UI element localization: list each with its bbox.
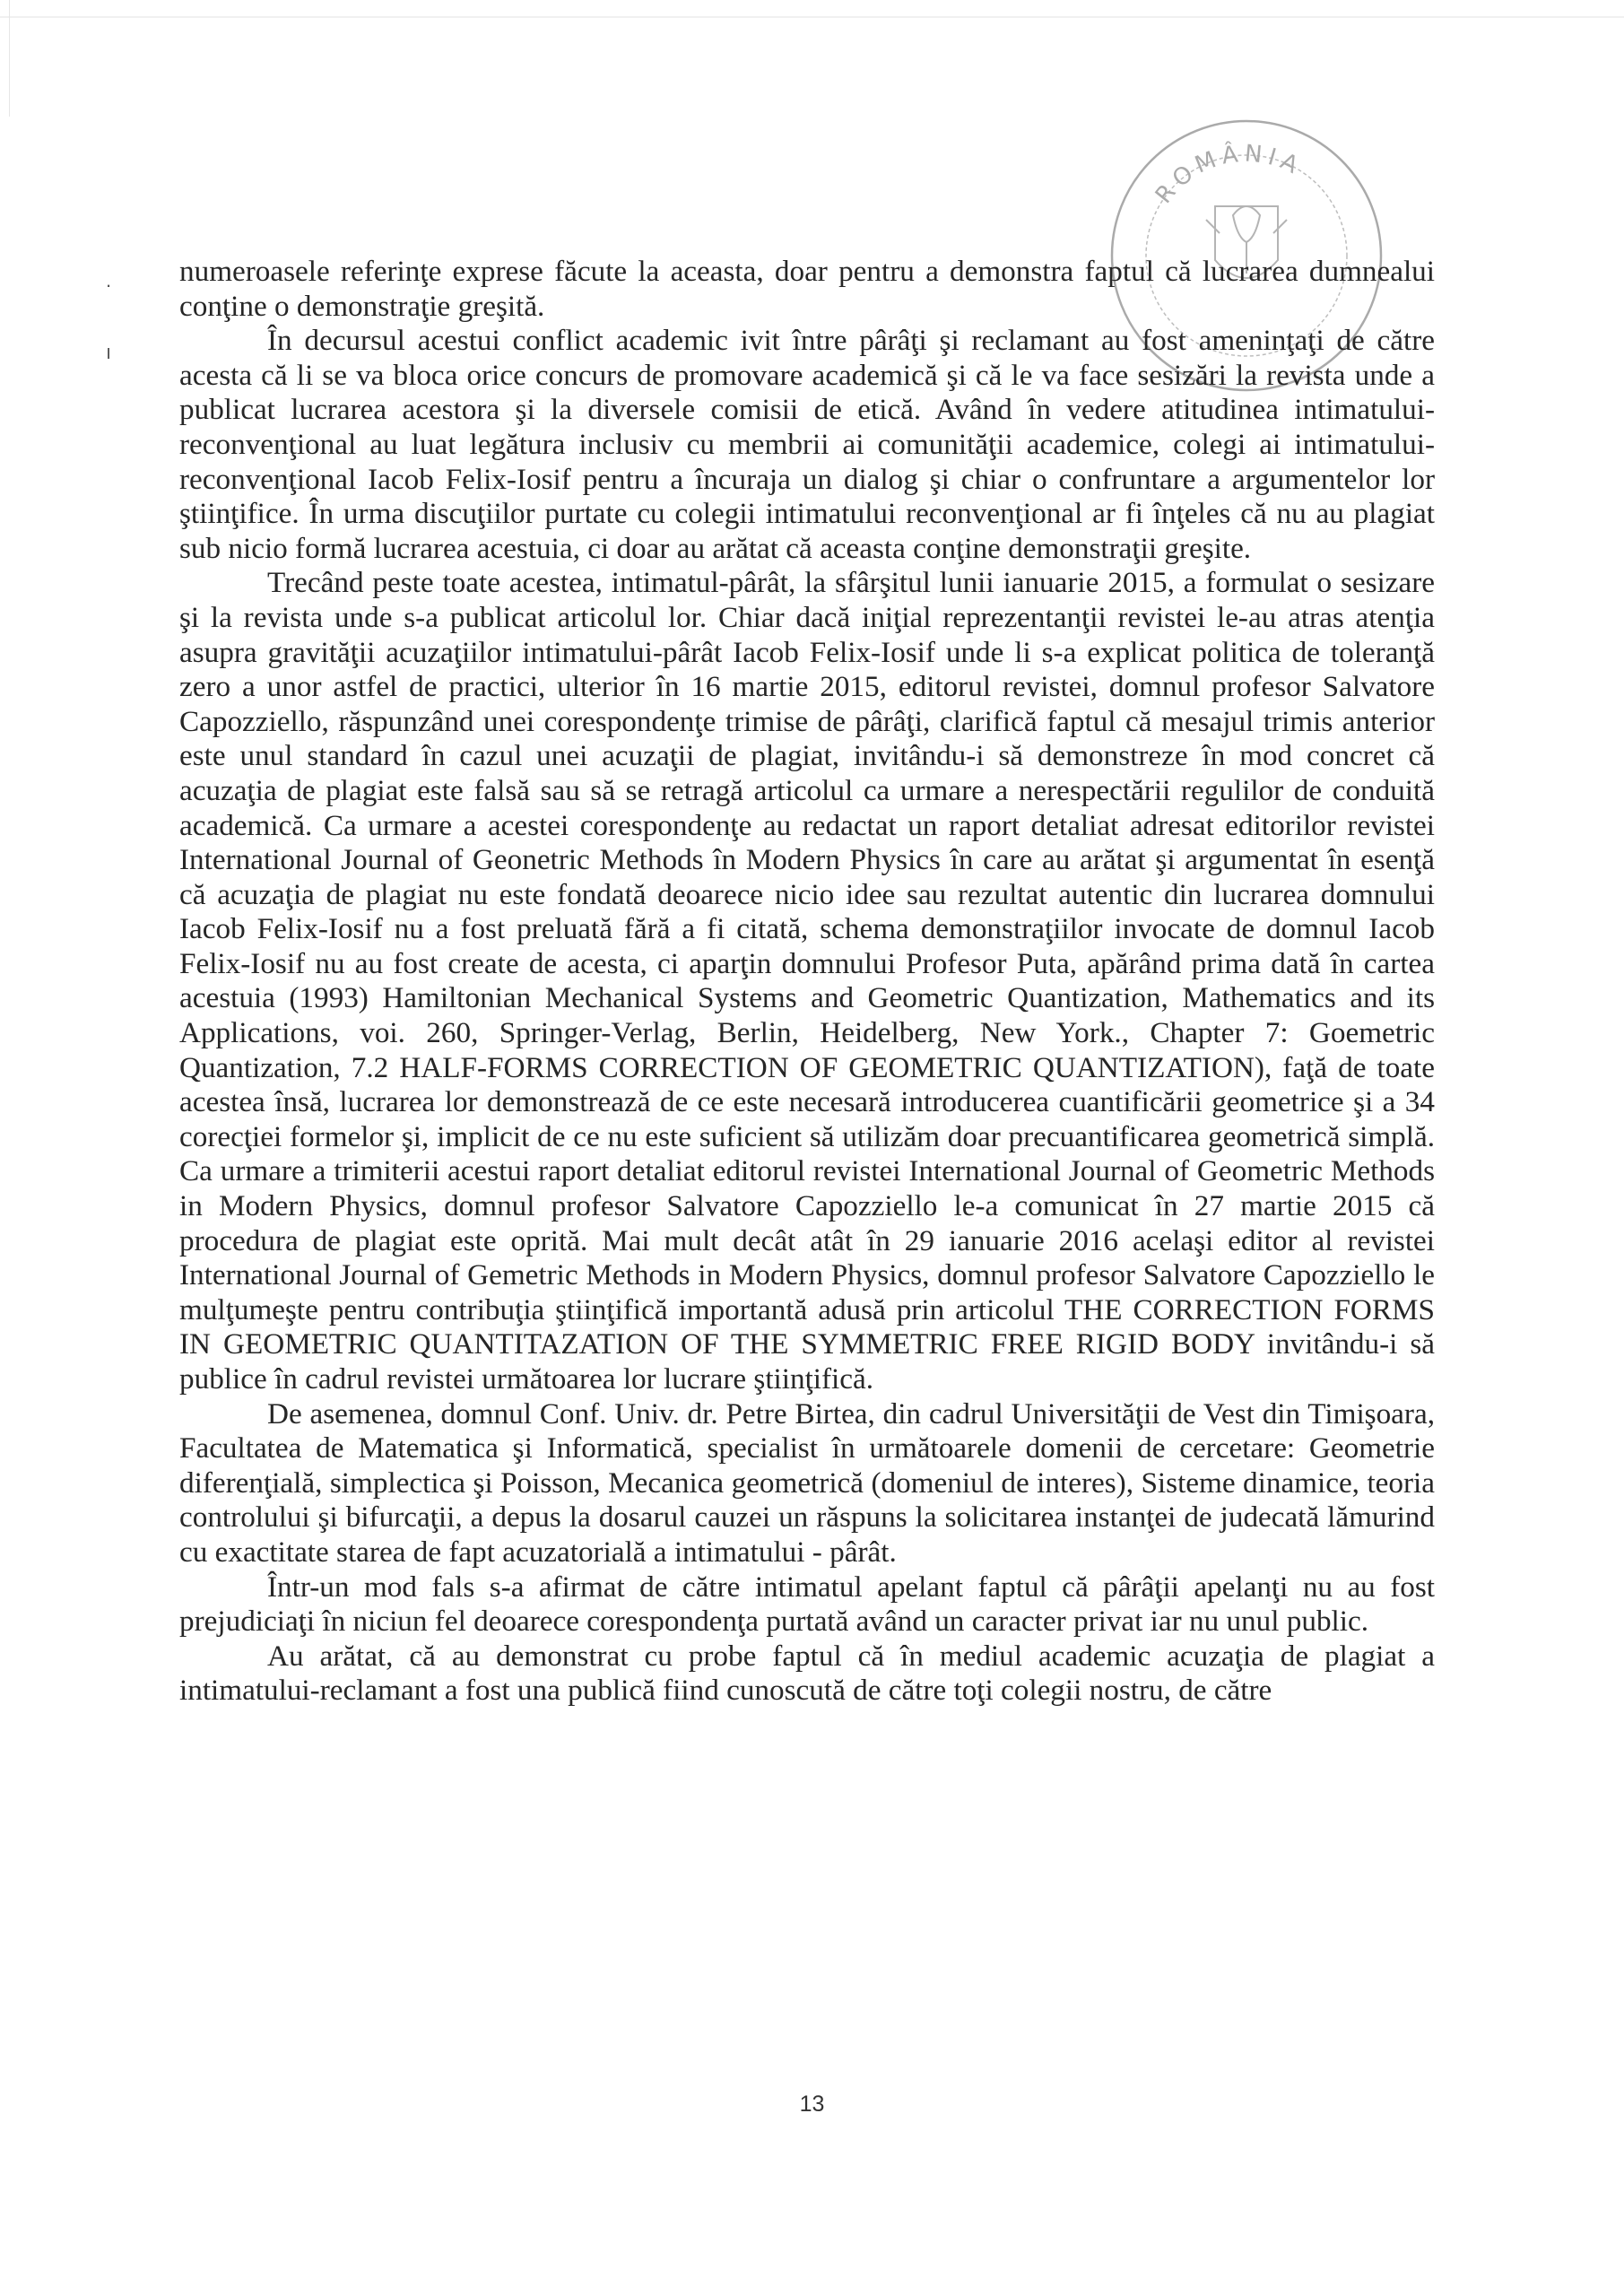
document-body xyxy=(179,255,1435,1709)
paragraph: De asemenea, domnul Conf. Univ. dr. Petre Birtea, din cadrul Universităţii de Vest din Timişoara, Facultatea de Matematica şi Informatică, specialist în următoarele domenii de cercetare: Geometrie diferenţială, simplectica şi Poisson, Mecanica geometrică (domeniul de interes), Sisteme dinamice, teoria controlului şi bifurcaţii, a depus la dosarul cauzei un răspuns la solicitarea instanţei de judecată lămurind cu exactitate starea de fapt acuzatorială a intimatului - pârât. xyxy=(179,1396,1435,1569)
margin-mark: ı xyxy=(106,341,112,363)
paragraph: În decursul acestui conflict academic ivit între pârâţi şi reclamant au fost ameninţaţi de către acesta că li se va bloca orice concurs de promovare academică şi că le va face sesizări la revista unde a publicat lucrarea acestora şi la diversele comisii de etică. Având în vedere atitudinea intimatului-reconvenţional au luat legătura inclusiv cu membrii ai comunităţii academice, colegi ai intimatului-reconvenţional Iacob Felix-Iosif pentru a încuraja un dialog şi chiar o confruntare a argumentelor lor ştiinţifice. În urma discuţiilor purtate cu colegii intimatului reconvenţional ar fi înţeles că nu au plagiat sub nicio formă lucrarea acestuia, ci doar au arătat că aceasta conţine demonstraţii greşite. xyxy=(179,324,1435,565)
scan-top-edge xyxy=(0,16,1624,18)
stamp-text: ROMÂNIA xyxy=(1150,140,1307,209)
paragraph: Trecând peste toate acestea, intimatul-pârât, la sfârşitul lunii ianuarie 2015, a formulat o sesizare şi la revista unde s-a publicat articolul lor. Chiar dacă iniţial reprezentanţii revistei le-au atras atenţia asupra gravităţii acuzaţiilor intimatului-pârât Iacob Felix-Iosif unde li s-a explicat politica de toleranţă zero a unor astfel de practici, ulterior în 16 martie 2015, editorul revistei, domnul profesor Salvatore Capozziello, răspunzând unei corespondenţe trimise de pârâţi, clarifică faptul că mesajul trimis anterior este unul standard în cazul unei acuzaţii de plagiat, invitându-i să demonstreze în mod concret că acuzaţia de plagiat este falsă sau să se retragă articolul ca urmare a nerespectării regulilor de conduită academică. Ca urmare a acestei corespondenţe au redactat un raport detaliat adresat editorilor revistei International Journal of Geonetric Methods în Modern Physics în care au arătat şi argumentat în esenţă că acuzaţia de plagiat nu este fondată deoarece nicio idee sau rezultat autentic din lucrarea domnului Iacob Felix-Iosif nu a fost preluată fără a fi citată, schema demonstraţiilor invocate de domnul Iacob Felix-Iosif nu au fost create de acesta, ci aparţin domnului Profesor Puta, apărând prima dată în cartea acestuia (1993) Hamiltonian Mechanical Systems and Geometric Quantization, Mathematics and its Applications, voi. 260, Springer-Verlag, Berlin, Heidelberg, New York., Chapter 7: Goemetric Quantization, 7.2 HALF-FORMS CORRECTION OF GEOMETRIC QUANTIZATION), faţă de toate acestea însă, lucrarea lor demonstrează de ce este necesară introducerea cuantificării geometrice şi a 34 corecţiei formelor şi, implicit de ce nu este suficient să utilizăm doar precuantificarea geometrică simplă. Ca urmare a trimiterii acestui raport detaliat editorul revistei International Journal of Geometric Methods in Modern Physics, domnul profesor Salvatore Capozziello le-a comunicat în 27 martie 2015 că procedura de plagiat este oprită. Mai mult decât atât în 29 ianuarie 2016 acelaşi editor al revistei International Journal of Gemetric Methods in Modern Physics, domnul profesor Salvatore Capozziello le mulţumeşte pentru contribuţia ştiinţifică importantă adusă prin articolul THE CORRECTION FORMS IN GEOMETRIC QUANTITAZATION OF THE SYMMETRIC FREE RIGID BODY invitându-i să publice în cadrul revistei următoarea lor lucrare ştiinţifică. xyxy=(179,566,1435,1396)
page-number: 13 xyxy=(799,2092,825,2117)
margin-mark: . xyxy=(106,269,112,291)
paragraph: numeroasele referinţe exprese făcute la aceasta, doar pentru a demonstra faptul că lucrarea dumnealui conţine o demonstraţie greşită. xyxy=(179,255,1435,323)
paragraph: Au arătat, că au demonstrat cu probe faptul că în mediul academic acuzaţia de plagiat a intimatului-reclamant a fost una publică fiind cunoscută de către toţi colegii nostru, de către xyxy=(179,1639,1435,1708)
paragraph: Într-un mod fals s-a afirmat de către intimatul apelant faptul că pârâţii apelanţi nu au fost prejudiciaţi în niciun fel deoarece corespondenţa purtată având un caracter privat iar nu unul public. xyxy=(179,1570,1435,1639)
scan-left-edge xyxy=(0,0,10,117)
